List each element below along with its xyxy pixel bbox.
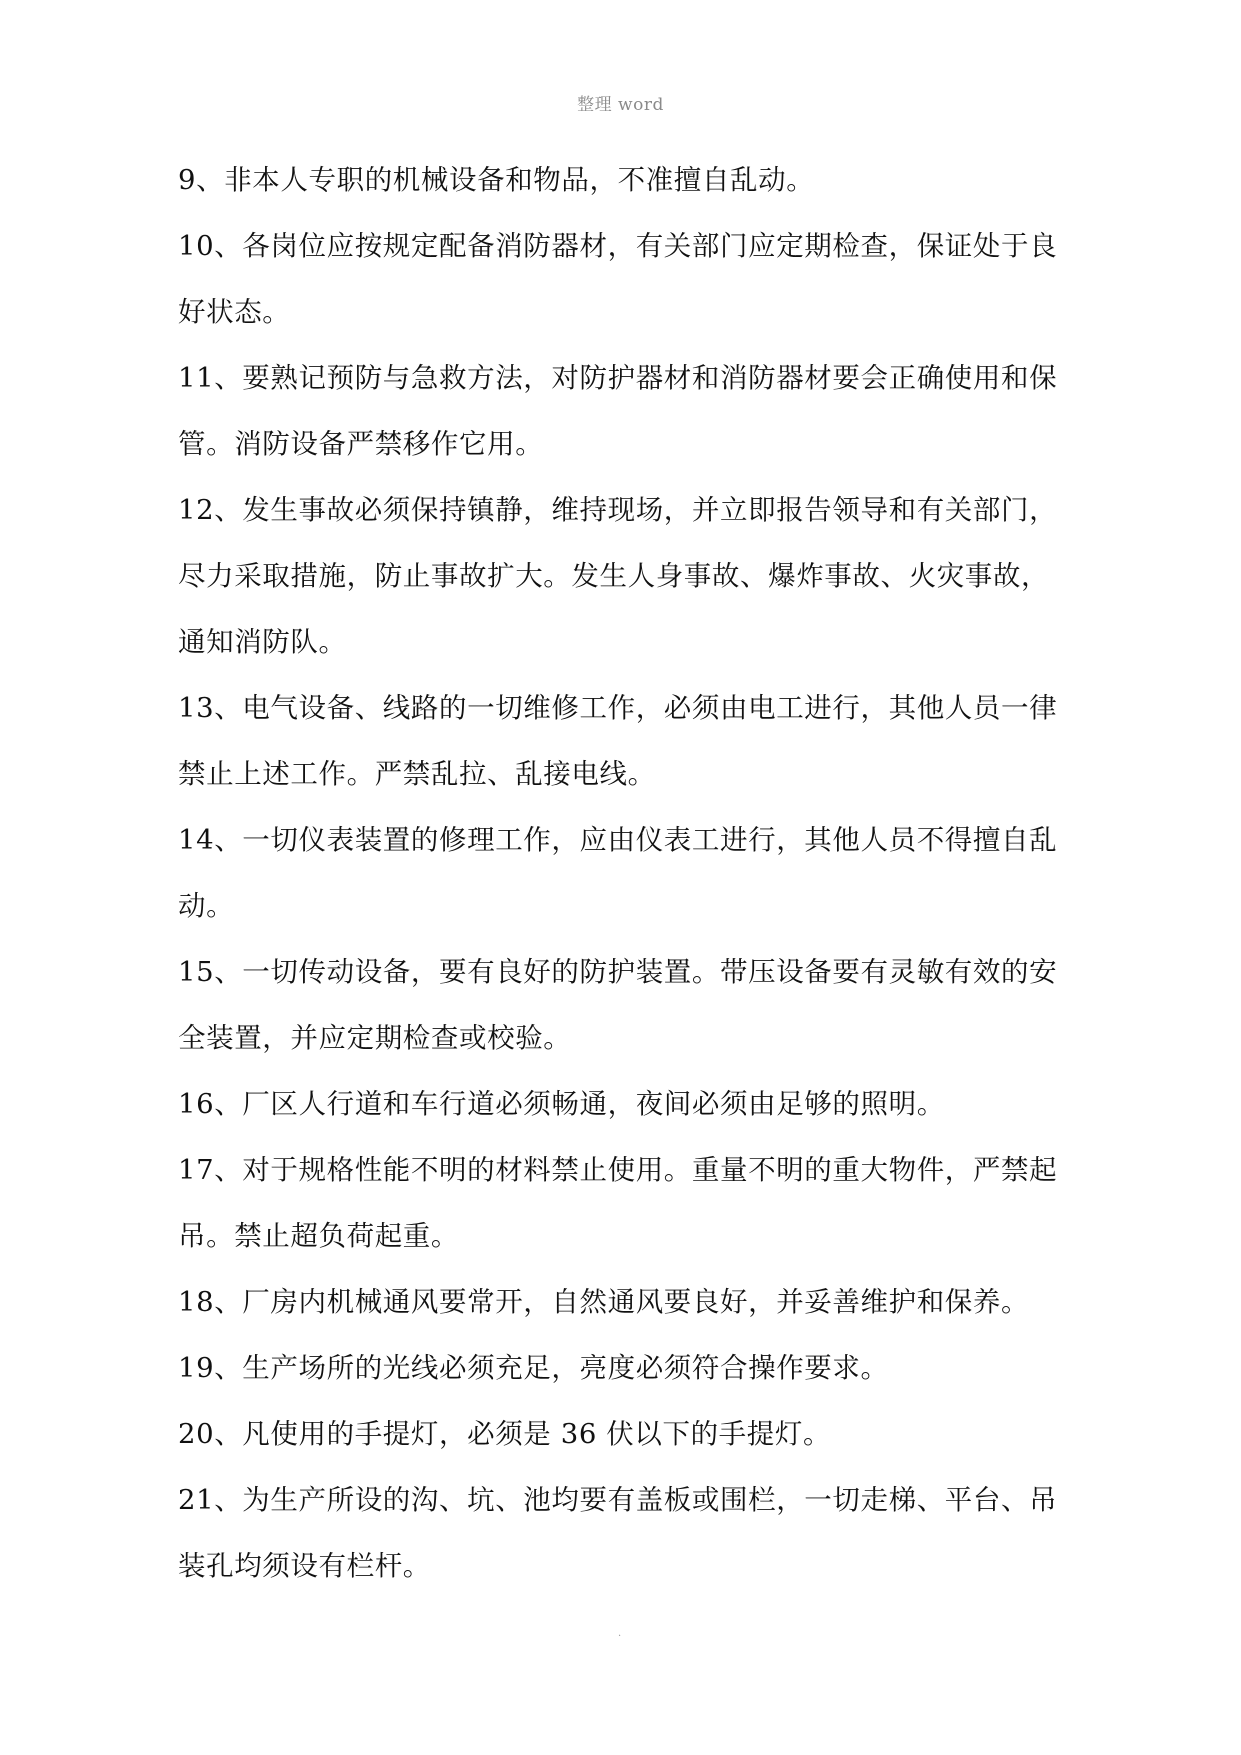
- rule-item-9: 9、非本人专职的机械设备和物品，不准擅自乱动。: [178, 164, 815, 196]
- rule-item-16: 16、厂区人行道和车行道必须畅通，夜间必须由足够的照明。: [178, 1088, 945, 1120]
- rule-item-19: 19、生产场所的光线必须充足，亮度必须符合操作要求。: [178, 1352, 889, 1384]
- page-header: 整理 word: [577, 95, 664, 115]
- rule-item-20: 20、凡使用的手提灯，必须是 36 伏以下的手提灯。: [178, 1418, 832, 1450]
- rule-item-11: 11、要熟记预防与急救方法，对防护器材和消防器材要会正确使用和保管。消防设备严禁移作它用。: [178, 362, 1058, 460]
- rule-item-18: 18、厂房内机械通风要常开，自然通风要良好，并妥善维护和保养。: [178, 1286, 1030, 1318]
- rule-item-12: 12、发生事故必须保持镇静，维持现场，并立即报告领导和有关部门，尽力采取措施，防止事故扩大。发生人身事故、爆炸事故、火灾事故，通知消防队。: [178, 494, 1058, 658]
- document-body: [178, 147, 1068, 1599]
- rule-item-13: 13、电气设备、线路的一切维修工作，必须由电工进行，其他人员一律禁止上述工作。严禁乱拉、乱接电线。: [178, 692, 1058, 790]
- rule-item-14: 14、一切仪表装置的修理工作，应由仪表工进行，其他人员不得擅自乱动。: [178, 824, 1058, 922]
- rule-item-17: 17、对于规格性能不明的材料禁止使用。重量不明的重大物件，严禁起吊。禁止超负荷起重。: [178, 1154, 1058, 1252]
- rule-item-15: 15、一切传动设备，要有良好的防护装置。带压设备要有灵敏有效的安全装置，并应定期检查或校验。: [178, 956, 1058, 1054]
- page-footer-mark: .: [618, 1628, 622, 1639]
- rule-item-10: 10、各岗位应按规定配备消防器材，有关部门应定期检查，保证处于良好状态。: [178, 230, 1058, 328]
- rule-item-21: 21、为生产所设的沟、坑、池均要有盖板或围栏，一切走梯、平台、吊装孔均须设有栏杆。: [178, 1484, 1058, 1582]
